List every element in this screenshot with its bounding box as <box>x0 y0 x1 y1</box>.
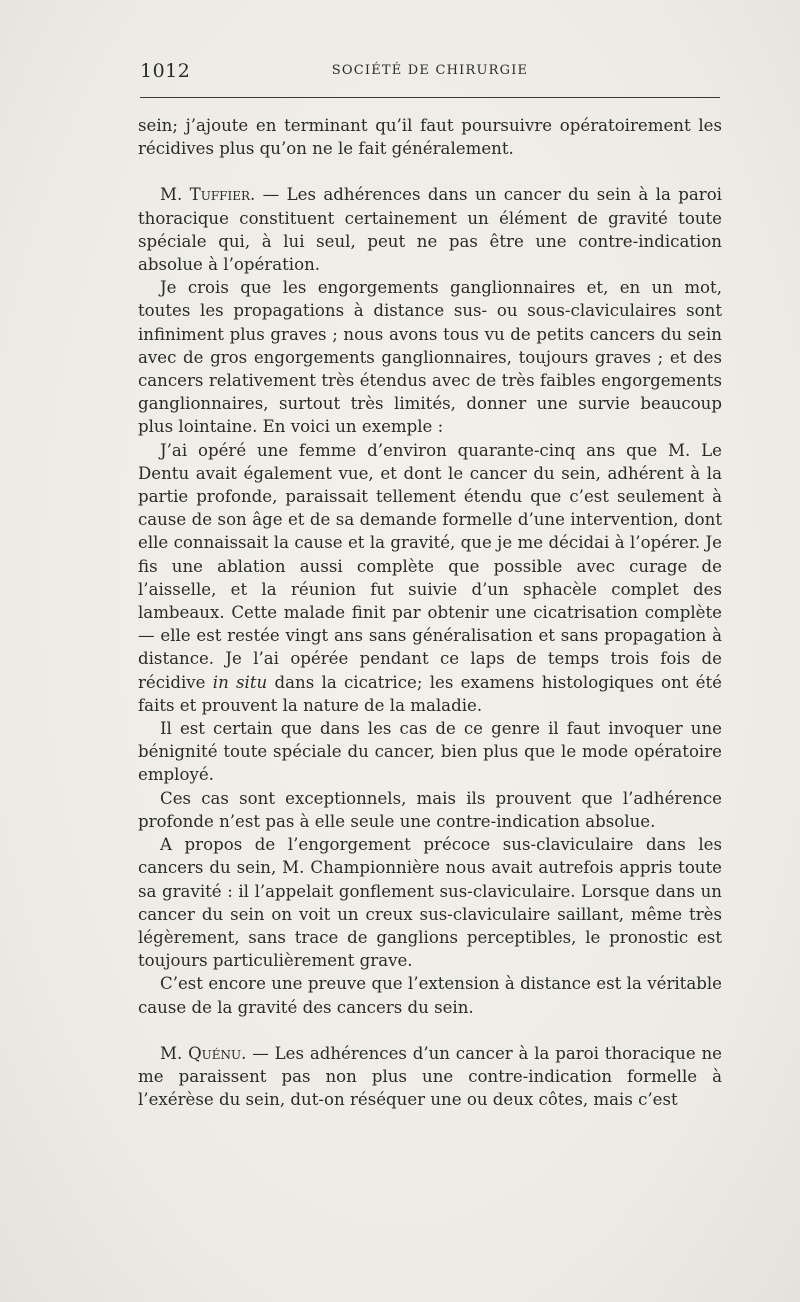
speaker-name: M. Quénu. <box>160 1043 247 1063</box>
paragraph-text: — Les adhérences dans un cancer du sein à la paroi thoracique constituent certainement un élément de gravité toute spéciale qui, à lui seul, peut ne pas être une contre-indication absolue à l’opération. <box>138 185 722 275</box>
paragraph-text: J’ai opéré une femme d’environ quarante-cinq ans que M. Le Dentu avait également vue, et dont le cancer du sein, adhérent à la partie profonde, paraissait tellement étendu que c’est seulement à cause de son âge et de sa demande formelle d’une intervention, dont elle connaissait la cause et la gravité, que je me décidai à l’opérer. Je fis une ablation aussi complète que possible avec curage de l’aisselle, et la réunion fut suivie d’un sphacèle complet des lambeaux. Cette malade finit par obtenir une cicatrisation complète — elle est restée vingt ans sans généralisation et sans propagation à distance. Je l’ai opérée pendant ce laps de temps trois fois de récidive <box>138 440 722 692</box>
paragraph-case-report <box>138 439 722 717</box>
paragraph-continuation: sein; j’ajoute en terminant qu’il faut poursuivre opératoirement les récidives plus qu’on ne le fait généralement. <box>138 116 722 159</box>
paragraph-benignity: Il est certain que dans les cas de ce genre il faut invoquer une bénignité toute spéciale du cancer, bien plus que le mode opératoire employé. <box>138 719 722 785</box>
running-title: SOCIÉTÉ DE CHIRURGIE <box>331 63 529 78</box>
paragraph-text: — Les adhérences d’un cancer à la paroi thoracique ne me paraissent pas non plus une contre-indication formelle à l’exérèse du sein, dut-on réséquer une ou deux côtes, mais c’est <box>138 1043 723 1110</box>
paragraph-exceptional: Ces cas sont exceptionnels, mais ils prouvent que l’adhérence profonde n’est pas à elle seule une contre-indication absolue. <box>138 788 722 831</box>
paragraph-tuffier <box>138 183 722 276</box>
speaker-name: M. Tuffier. <box>160 185 256 205</box>
header-rule <box>140 97 720 98</box>
paragraph-conclusion: C’est encore une preuve que l’extension à distance est la véritable cause de la gravité des cancers du sein. <box>138 974 722 1017</box>
page-number: 1012 <box>140 60 191 82</box>
paragraph-supraclavicular: A propos de l’engorgement précoce sus-claviculaire dans les cancers du sein, M. Championnière nous avait autrefois appris toute sa gravité : il l’appelait gonflement sus-claviculaire. Lorsque dans un cancer du sein on voit un creux sus-claviculaire saillant, même très légèrement, sans trace de ganglions perceptibles, le pronostic est toujours particulièrement grave. <box>138 835 722 971</box>
page-header <box>140 60 720 86</box>
italic-term: in situ <box>212 672 268 692</box>
body-text <box>138 114 722 1111</box>
paragraph-text: dans la cicatrice; les examens histologiques ont été faits et prouvent la nature de la maladie. <box>138 672 722 715</box>
paragraph-quenu <box>138 1042 722 1112</box>
paragraph-propagations: Je crois que les engorgements ganglionnaires et, en un mot, toutes les propagations à distance sus- ou sous-claviculaires sont infiniment plus graves ; nous avons tous vu de petits cancers du sein avec de gros engorgements ganglionnaires, toujours graves ; et des cancers relativement très étendus avec de très faibles engorgements ganglionnaires, surtout très limités, donner une survie beaucoup plus lointaine. En voici un exemple : <box>138 278 722 437</box>
